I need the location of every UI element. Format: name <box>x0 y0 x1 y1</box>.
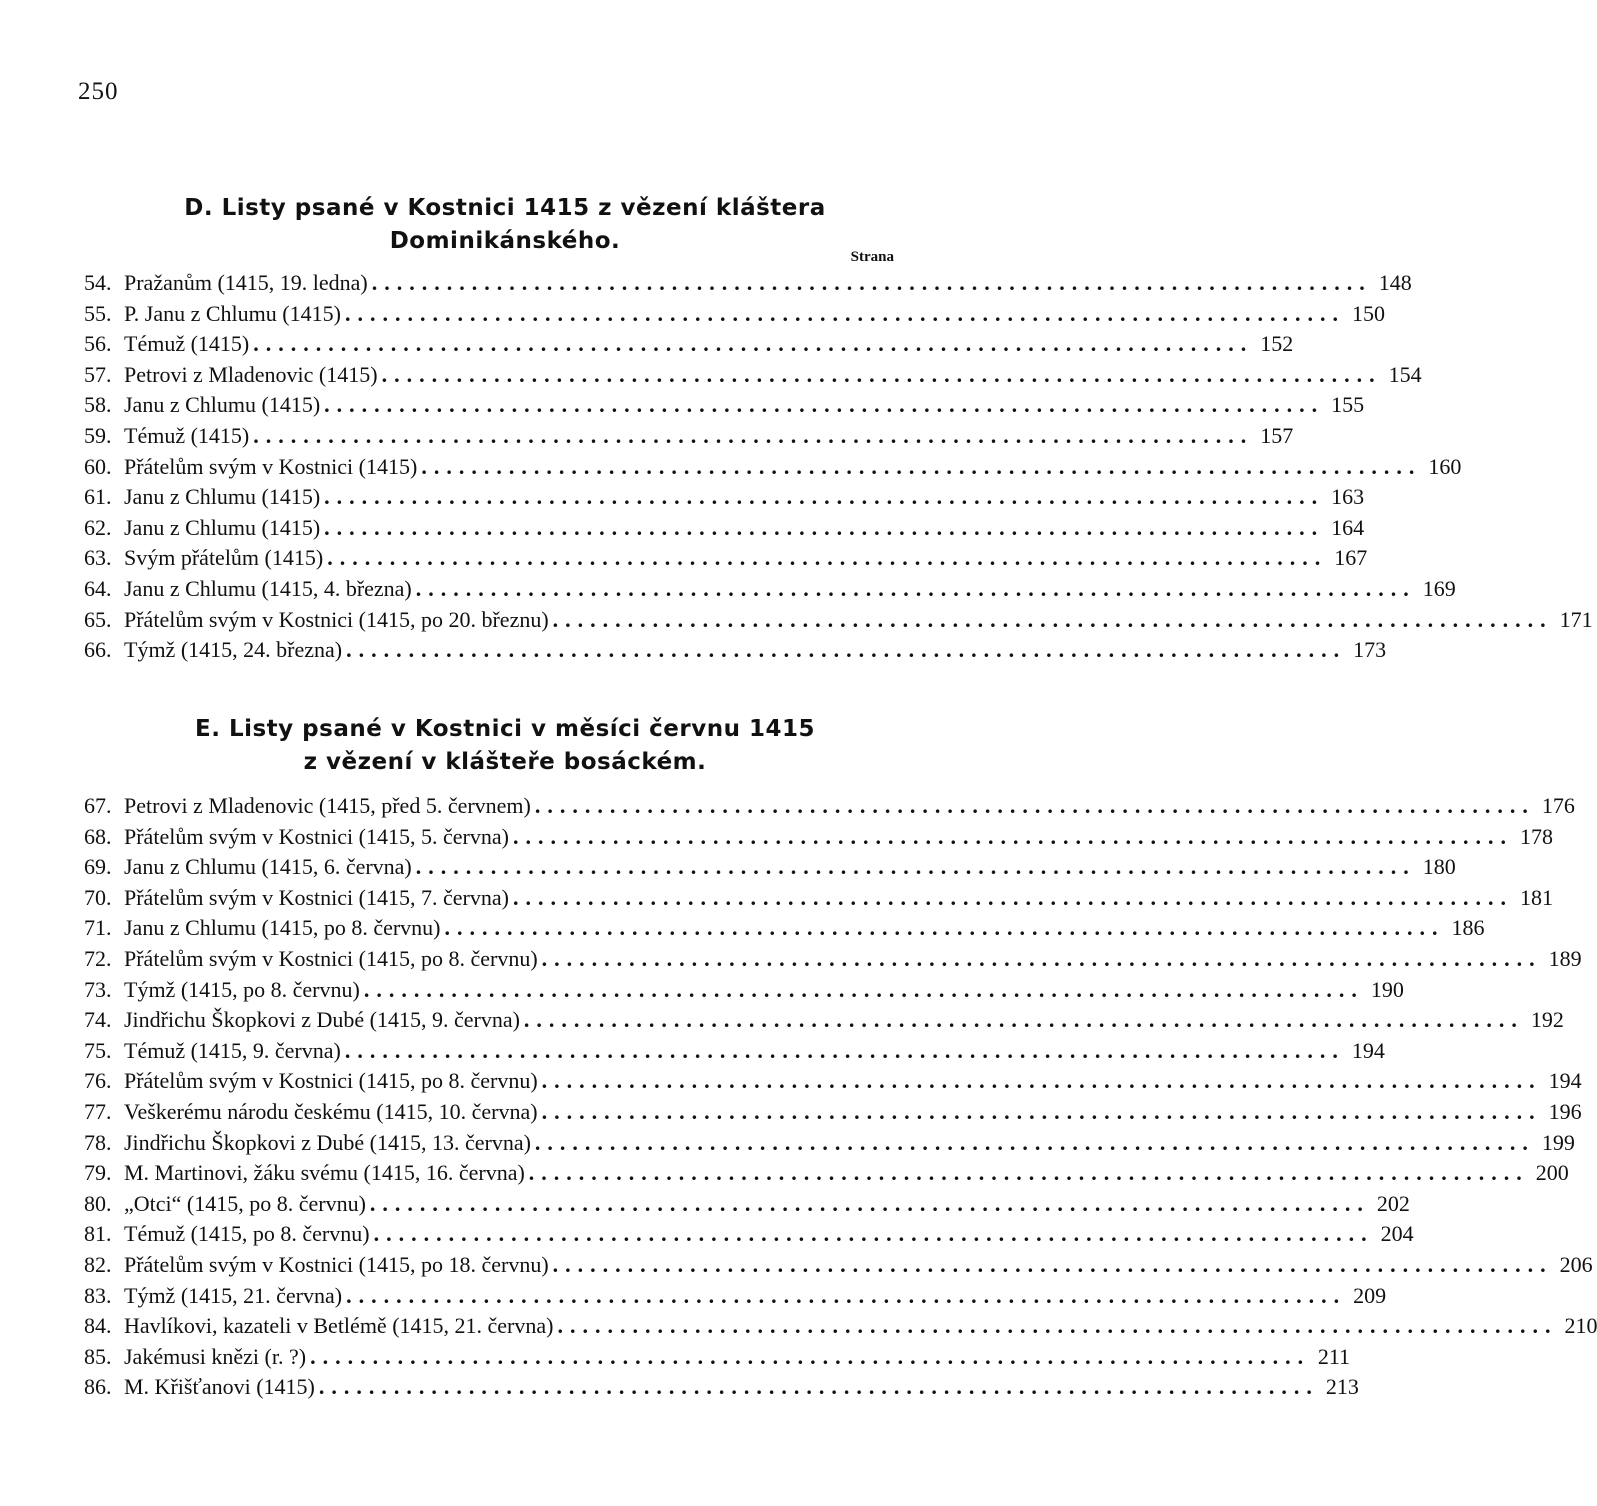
dot-leader: ................................................................................ <box>371 270 1372 295</box>
toc-entry-number: 63. <box>84 545 112 571</box>
toc-entry-page: 194 <box>1351 1037 1385 1063</box>
toc-entry-number: 79. <box>84 1160 112 1186</box>
dot-leader: ................................................................................ <box>415 854 1416 880</box>
toc-entry-page: 181 <box>1519 884 1553 910</box>
toc-entry <box>84 392 1365 423</box>
dot-leader: ................................................................................ <box>552 606 1553 632</box>
toc-entry-title: Janu z Chlumu (1415, 4. března) <box>124 575 412 601</box>
toc-entry-page: 196 <box>1548 1098 1582 1124</box>
toc-entry <box>84 1068 1582 1099</box>
dot-leader: ................................................................................ <box>444 915 1445 941</box>
toc-entry <box>84 361 1422 393</box>
toc-entry-number: 68. <box>84 823 112 849</box>
toc-entry-page: 213 <box>1325 1374 1359 1400</box>
toc-entry-page: 164 <box>1331 514 1365 540</box>
dot-leader: ................................................................................ <box>369 1190 1370 1216</box>
dot-leader: ................................................................................ <box>381 361 1382 387</box>
toc-entry <box>84 945 1582 977</box>
dot-leader: ................................................................................ <box>552 1251 1553 1277</box>
dot-leader: ................................................................................ <box>541 1098 1542 1124</box>
toc-entry-number: 85. <box>84 1343 112 1369</box>
dot-leader: ................................................................................ <box>346 637 1347 663</box>
dot-leader: ................................................................................ <box>373 1221 1374 1247</box>
toc-entry-page: 152 <box>1260 331 1294 357</box>
toc-entry-number: 75. <box>84 1037 112 1063</box>
toc-entry-number: 73. <box>84 976 112 1002</box>
section-d-heading-line2: Dominikánského. <box>389 228 621 254</box>
toc-entry-title: „Otci“ (1415, po 8. červnu) <box>124 1190 366 1216</box>
dot-leader: ................................................................................ <box>512 884 1513 910</box>
toc-entry-title: Janu z Chlumu (1415, po 8. červnu) <box>124 915 441 941</box>
dot-leader: ................................................................................ <box>327 545 1328 571</box>
toc-entry-title: Petrovi z Mladenovic (1415) <box>124 361 378 387</box>
section-e-heading <box>140 713 870 779</box>
toc-entry-page: 163 <box>1331 484 1365 510</box>
toc-entry-title: Svým přátelům (1415) <box>124 545 324 571</box>
toc-entry-title: Témuž (1415, po 8. červnu) <box>124 1221 370 1247</box>
toc-entry-number: 72. <box>84 945 112 971</box>
toc-entry-number: 66. <box>84 637 112 663</box>
toc-entry <box>84 1129 1575 1161</box>
page-number: 250 <box>78 78 119 105</box>
toc-entry <box>84 575 1456 607</box>
toc-entry-title: Přátelům svým v Kostnici (1415, 7. června) <box>124 884 509 910</box>
toc-entry-page: 206 <box>1559 1251 1593 1277</box>
toc-entry-page: 199 <box>1541 1129 1575 1155</box>
toc-entry-page: 186 <box>1451 915 1485 941</box>
dot-leader: ................................................................................ <box>324 484 1325 510</box>
toc-entry <box>84 854 1456 885</box>
toc-entry-number: 60. <box>84 453 112 479</box>
dot-leader: ................................................................................ <box>534 793 1535 818</box>
toc-entry <box>84 1160 1569 1191</box>
toc-entry-title: Veškerému národu českému (1415, 10. června) <box>124 1098 538 1124</box>
toc-entry-page: 160 <box>1428 453 1462 479</box>
toc-entry-number: 67. <box>84 793 112 818</box>
toc-entry <box>84 1282 1387 1314</box>
toc-entry <box>84 1098 1582 1130</box>
toc-entry-page: 148 <box>1378 270 1412 295</box>
toc-entry-number: 64. <box>84 575 112 601</box>
toc-entry-number: 59. <box>84 422 112 448</box>
toc-entry-number: 78. <box>84 1129 112 1155</box>
toc-entry <box>84 300 1385 332</box>
dot-leader: ................................................................................ <box>363 976 1364 1002</box>
toc-entry <box>84 331 1294 362</box>
toc-entry-page: 209 <box>1353 1282 1387 1308</box>
toc-entry-number: 76. <box>84 1068 112 1094</box>
toc-entry-page: 157 <box>1260 422 1294 448</box>
toc-entry-page: 204 <box>1380 1221 1414 1247</box>
toc-entry-page: 171 <box>1559 606 1593 632</box>
dot-leader: ................................................................................ <box>324 514 1325 540</box>
toc-entry-page: 200 <box>1535 1160 1569 1186</box>
toc-entry-page: 173 <box>1353 637 1387 663</box>
toc-entry-title: Témuž (1415, 9. června) <box>124 1037 341 1063</box>
toc-entry-number: 62. <box>84 514 112 540</box>
toc-entry <box>84 1037 1385 1069</box>
toc-entry <box>84 270 1412 301</box>
toc-entry <box>84 915 1485 946</box>
toc-entry <box>84 606 1593 638</box>
dot-leader: ................................................................................ <box>541 1068 1542 1094</box>
toc-entry-title: Havlíkovi, kazateli v Betlémě (1415, 21. června) <box>124 1313 554 1339</box>
toc-entry-title: Přátelům svým v Kostnici (1415, po 18. červnu) <box>124 1251 549 1277</box>
toc-entry <box>84 1343 1351 1375</box>
toc-entry-title: Přátelům svým v Kostnici (1415) <box>124 453 418 479</box>
toc-entry-title: Týmž (1415, 21. června) <box>124 1282 343 1308</box>
section-e-heading-line1: E. Listy psané v Kostnici v měsíci červnu 1415 <box>194 716 816 742</box>
toc-entry <box>84 976 1404 1008</box>
toc-entry-title: M. Křišťanovi (1415) <box>124 1374 315 1400</box>
dot-leader: ................................................................................ <box>528 1160 1529 1186</box>
toc-entry-number: 86. <box>84 1374 112 1400</box>
dot-leader: ................................................................................ <box>541 945 1542 971</box>
toc-entry-title: P. Janu z Chlumu (1415) <box>124 300 341 326</box>
toc-entry-number: 55. <box>84 300 112 326</box>
dot-leader: ................................................................................ <box>318 1374 1319 1400</box>
toc-entry-page: 210 <box>1564 1313 1597 1339</box>
toc-entry <box>84 1251 1593 1283</box>
toc-entry-page: 190 <box>1370 976 1404 1002</box>
section-d-heading-line1: D. Listy psané v Kostnici 1415 z vězení kláštera <box>184 195 826 221</box>
toc-entry-page: 178 <box>1519 823 1553 849</box>
toc-entry-page: 194 <box>1548 1068 1582 1094</box>
toc-entry-title: Janu z Chlumu (1415) <box>124 484 321 510</box>
toc-entry-title: Přátelům svým v Kostnici (1415, po 8. červnu) <box>124 1068 538 1094</box>
toc-entry-title: Témuž (1415) <box>124 331 250 357</box>
dot-leader: ................................................................................ <box>253 331 1254 357</box>
dot-leader: ................................................................................ <box>421 453 1422 479</box>
dot-leader: ................................................................................ <box>344 300 1345 326</box>
toc-entry-page: 150 <box>1351 300 1385 326</box>
dot-leader: ................................................................................ <box>344 1037 1345 1063</box>
toc-entry-page: 167 <box>1334 545 1368 571</box>
toc-entry-page: 180 <box>1422 854 1456 880</box>
toc-entry <box>84 823 1553 855</box>
toc-entry <box>84 1221 1414 1252</box>
toc-entry-page: 192 <box>1530 1007 1564 1033</box>
toc-entry-title: Petrovi z Mladenovic (1415, před 5. červnem) <box>124 793 531 818</box>
toc-entry-number: 57. <box>84 361 112 387</box>
toc-entry-title: Přátelům svým v Kostnici (1415, po 8. červnu) <box>124 945 538 971</box>
toc-entry-number: 81. <box>84 1221 112 1247</box>
toc-entry-number: 80. <box>84 1190 112 1216</box>
toc-entry <box>84 1190 1410 1222</box>
dot-leader: ................................................................................ <box>310 1343 1311 1369</box>
strana-label: Strana <box>850 249 894 265</box>
toc-entry-page: 211 <box>1317 1343 1351 1369</box>
toc-entry-page: 155 <box>1331 392 1365 418</box>
dot-leader: ................................................................................ <box>415 575 1416 601</box>
toc-entry-page: 202 <box>1376 1190 1410 1216</box>
toc-entry-page: 169 <box>1422 575 1456 601</box>
toc-entry-title: Jindřichu Škopkovi z Dubé (1415, 9. června) <box>124 1007 520 1033</box>
toc-entry <box>84 1007 1564 1038</box>
toc-entry <box>84 884 1553 916</box>
dot-leader: ................................................................................ <box>534 1129 1535 1155</box>
toc-entry-title: Janu z Chlumu (1415) <box>124 392 321 418</box>
dot-leader: ................................................................................ <box>324 392 1325 418</box>
toc-entry-title: Týmž (1415, 24. března) <box>124 637 343 663</box>
toc-entry-number: 83. <box>84 1282 112 1308</box>
toc-entry-title: Janu z Chlumu (1415) <box>124 514 321 540</box>
dot-leader: ................................................................................ <box>346 1282 1347 1308</box>
toc-entry-title: Janu z Chlumu (1415, 6. června) <box>124 854 412 880</box>
toc-entry-number: 74. <box>84 1007 112 1033</box>
toc-entry-title: Jakémusi knězi (r. ?) <box>124 1343 307 1369</box>
toc-entry-number: 84. <box>84 1313 112 1339</box>
toc-entry-page: 189 <box>1548 945 1582 971</box>
toc-entry-number: 54. <box>84 270 112 295</box>
dot-leader: ................................................................................ <box>523 1007 1524 1033</box>
dot-leader: ................................................................................ <box>512 823 1513 849</box>
toc-entry-title: Týmž (1415, po 8. červnu) <box>124 976 360 1002</box>
toc-entry <box>84 1313 1597 1344</box>
toc-entry-number: 71. <box>84 915 112 941</box>
toc-entry <box>84 1374 1359 1405</box>
section-d-heading <box>140 192 870 258</box>
toc-entry-title: M. Martinovi, žáku svému (1415, 16. června) <box>124 1160 525 1186</box>
toc-entry-title: Přátelům svým v Kostnici (1415, 5. června) <box>124 823 509 849</box>
toc-entry-number: 82. <box>84 1251 112 1277</box>
toc-entry-page: 154 <box>1388 361 1422 387</box>
section-d-list <box>84 270 1593 668</box>
toc-entry-number: 58. <box>84 392 112 418</box>
toc-entry-number: 56. <box>84 331 112 357</box>
toc-entry <box>84 637 1387 668</box>
toc-entry-number: 65. <box>84 606 112 632</box>
toc-entry <box>84 545 1368 576</box>
toc-entry <box>84 484 1365 515</box>
toc-entry-title: Pražanům (1415, 19. ledna) <box>124 270 368 295</box>
toc-entry-number: 61. <box>84 484 112 510</box>
toc-entry <box>84 422 1294 454</box>
toc-entry-title: Přátelům svým v Kostnici (1415, po 20. březnu) <box>124 606 549 632</box>
dot-leader: ................................................................................ <box>253 422 1254 448</box>
dot-leader: ................................................................................ <box>557 1313 1558 1339</box>
toc-entry-number: 70. <box>84 884 112 910</box>
toc-entry-number: 69. <box>84 854 112 880</box>
toc-entry-number: 77. <box>84 1098 112 1124</box>
section-e-heading-line2: z vězení v klášteře bosáckém. <box>303 749 707 775</box>
toc-entry <box>84 514 1365 546</box>
toc-entry-page: 176 <box>1541 793 1575 818</box>
toc-entry <box>84 453 1462 485</box>
section-e-list <box>84 793 1597 1405</box>
toc-entry-title: Jindřichu Škopkovi z Dubé (1415, 13. června) <box>124 1129 531 1155</box>
toc-entry-title: Témuž (1415) <box>124 422 250 448</box>
toc-entry <box>84 793 1575 824</box>
